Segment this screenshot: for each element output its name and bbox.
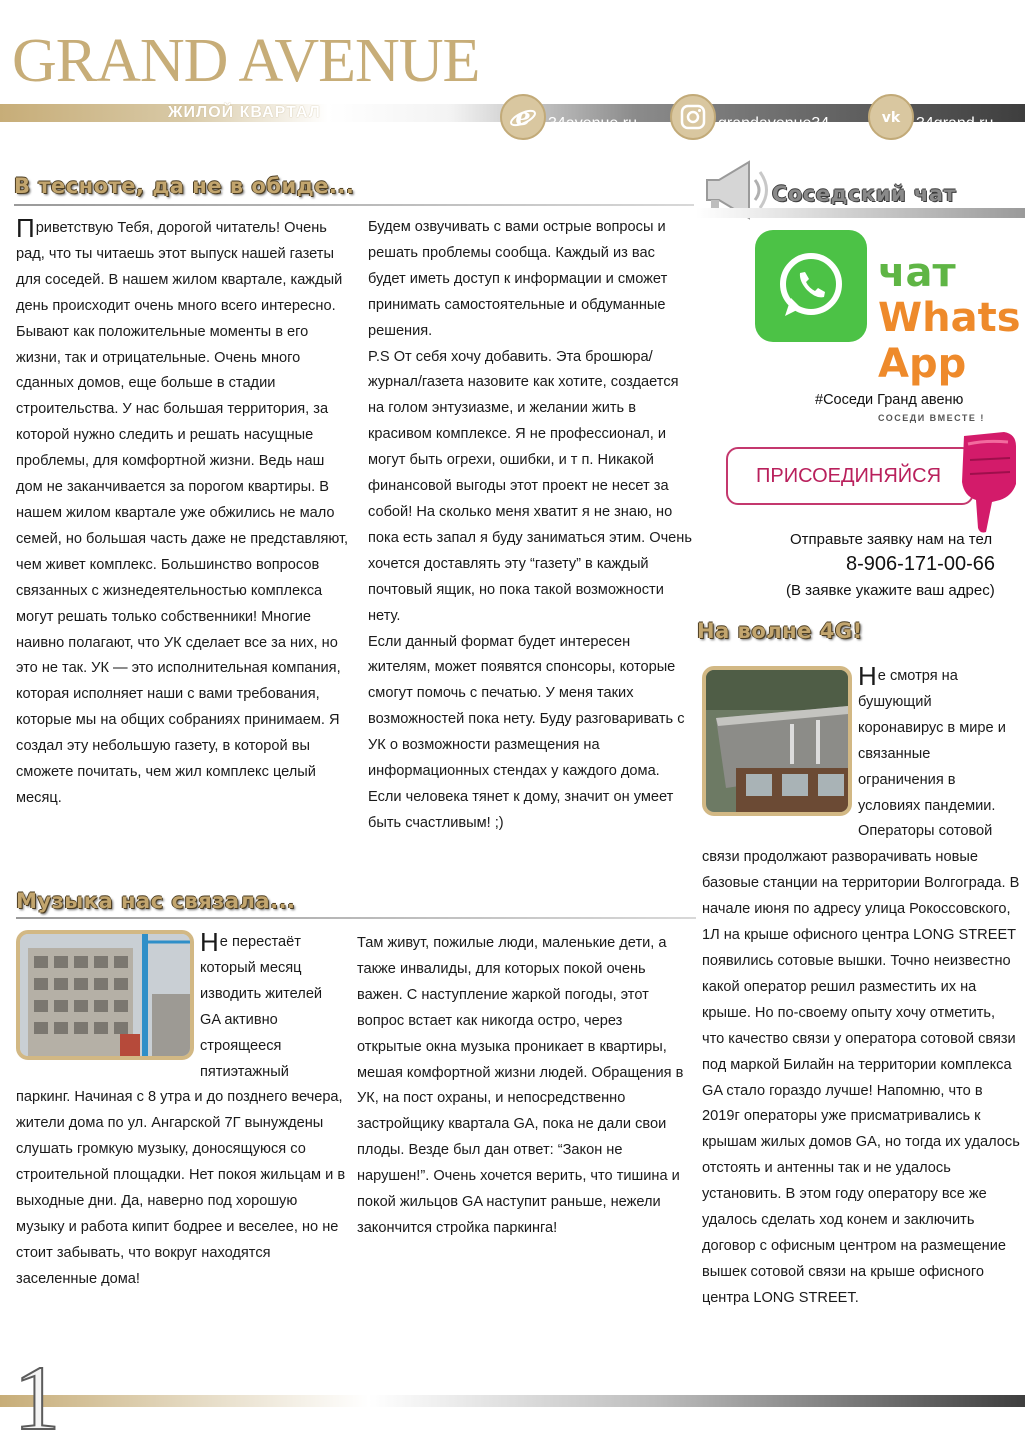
article-4g xyxy=(702,661,1020,1312)
dropcap: Н xyxy=(200,927,219,957)
article-intro-col1 xyxy=(16,213,354,812)
instagram-label: grandavenue34 xyxy=(718,115,830,132)
article-intro-col2 xyxy=(368,215,693,837)
whatsapp-icon[interactable] xyxy=(755,230,867,342)
phone-number[interactable]: 8-906-171-00-66 xyxy=(846,553,995,575)
chat-title: Соседский чат xyxy=(772,182,957,206)
section-title-4g: На волне 4G! xyxy=(697,619,863,643)
vk-icon xyxy=(868,94,914,140)
paragraph: е смотря на бушующий коронавирус в мире и связанные ограничения в условиях пандемии. Операторы сотовой связи продолжают разворачивать новые базовые станции на территории Волгограда. В начале июня по адресу улица Рокоссовского, 1Л на крыше офисного центра LONG STREET появились сотовые вышки. Точно неизвестно какой оператор решил разместить их на крыше. Но по-своему опыту хочу отметить, что качество связи у оператора сотовой связи под маркой Билайн на территории комплекса GA стало гораздо лучше! Напомню, что в 2019г операторы уже присматривались к крышам жилых домов GA, но тогда их удалось отстоять и антенны так и не удалось установить. В этом году оператору все же удалось сделать ход конем и заключить договор с офисным центром на размещение вышек сотовой связи на крыше офисного центра LONG STREET. xyxy=(702,668,1020,1306)
vk-label: 34grand.ru xyxy=(916,115,994,132)
section-title-tesnote: В тесноте, да не в обиде... xyxy=(14,174,355,198)
chat-hashtag: #Соседи Гранд авеню xyxy=(815,392,964,408)
send-request-text: Отправьте заявку нам на тел xyxy=(790,531,993,548)
page-number: 1 xyxy=(14,1347,60,1449)
section-title-muzyka: Музыка нас связала... xyxy=(16,889,296,913)
paragraph: Если человека тянет к дому, значит он умеет быть счастливым! ;) xyxy=(368,788,674,831)
chat-title-underline xyxy=(696,208,1025,218)
join-button[interactable]: ПРИСОЕДИНЯЙСЯ xyxy=(726,447,974,505)
instagram-icon xyxy=(670,94,716,140)
address-note: (В заявке укажите ваш адрес) xyxy=(786,582,995,599)
article-music-col1 xyxy=(16,927,346,1293)
paragraph: Там живут, пожилые люди, маленькие дети, а также инвалиды, для которых покой очень важен. С наступление жаркой погоды, этот вопрос встает как никогда остро, через открытые окна музыка проникает в квартиры, мешая комфортной жизни людей. Обращения в УК, на пост охраны, и непосредственно застройщику квартала GA, пока не дали свои плоды. Везде был дан ответ: “Закон не нарушен!”. Очень хочется верить, что тишина и покой жильцов GA наступит раньше, нежели закончится стройка паркинга! xyxy=(357,935,684,1236)
article-music-col2 xyxy=(357,931,687,1242)
paragraph: P.S От себя хочу добавить. Эта брошюра/журнал/газета назовите как хотите, создается на голом энтузиазме, и желании жить в красивом комплексе. Я не профессионал, и могут быть огрехи, ошибки, и т п. Никакой финансовой выгоды этот проект не несет за собой! На сколько меня хватит я не знаю, но пока есть запал я буду заниматься этим. Очень хочется доставлять эту “газету” в каждый почтовый ящик, но пока такой возможности нету. xyxy=(368,348,692,624)
chat-slogan: СОСЕДИ ВМЕСТЕ ! xyxy=(878,413,985,423)
paragraph: Если данный формат будет интересен жителям, может появятся спонсоры, которые смогут помочь с печатью. У меня таких возможностей пока нету. Буду разговаривать с УК о возможности размещения на информационных стендах у каждого дома. xyxy=(368,633,685,780)
paragraph: Будем озвучивать с вами острые вопросы и решать проблемы сообща. Каждый из вас будет иметь доступ к информации и сможет принимать самостоятельные и обдуманные решения. xyxy=(368,219,668,339)
social-link-vk[interactable] xyxy=(868,94,993,140)
pointing-hand-icon xyxy=(946,430,1020,534)
dropcap: П xyxy=(16,213,35,243)
whatsapp-word-whats: Whats xyxy=(878,295,1021,341)
office-rooftop-photo xyxy=(702,666,852,816)
construction-photo xyxy=(16,930,194,1060)
social-link-website[interactable] xyxy=(500,94,637,140)
internet-explorer-icon xyxy=(500,94,546,140)
social-link-instagram[interactable] xyxy=(670,94,829,140)
footer-band xyxy=(0,1395,1025,1407)
logo-subtitle: ЖИЛОЙ КВАРТАЛ xyxy=(168,104,321,121)
whatsapp-word-app: App xyxy=(878,341,967,387)
paragraph: риветствую Тебя, дорогой читатель! Очень рад, что ты читаешь этот выпуск нашей газеты для соседей. В нашем жилом квартале, каждый день происходит очень много всего интересно. Бывают как положительные моменты в его жизни, так и отрицательные. Очень много сданных домов, еще больше в стадии строительства. У нас большая территория, за которой нужно следить и решать насущные проблемы, для комфортной жизни. Ведь наш дом не заканчивается за порогом квартиры. В нашем жилом квартале уже обжились не мало семей, но большая часть даже не представляют, чем живет комплекс. Большинство вопросов связанных с жизнедеятельностью комплекса могут решать только собственники! Многие наивно полагают, что УК сделает все за них, но это не так. УК — это исполнительная компания, которая исполняет наши с вами требования, которые мы на общих собраниях принимаем. Я создал эту небольшую газету, в которой вы сможете почитать, чем жил комплекс целый месяц. xyxy=(16,220,349,806)
dropcap: Н xyxy=(858,661,877,691)
paragraph: е перестаёт который месяц изводить жителей GA активно строящееся пятиэтажный паркинг. Начиная с 8 утра и до позднего вечера, жители дома по ул. Ангарской 7Г вынуждены слушать громкую музыку, доносящуюся со строительной площадки. Нет покоя жильцам и в выходные дни. Да, наверно под хорошую музыку и работа кипит бодрее и веселее, но не стоит забывать, что вокруг находятся заселенные дома! xyxy=(16,934,346,1287)
website-label: 34avenue.ru xyxy=(548,115,637,132)
grand-avenue-logo: GRAND AVENUE xyxy=(12,27,480,95)
svg-text:vk: vk xyxy=(881,110,901,126)
whatsapp-word-chat: чат xyxy=(878,250,956,296)
svg-text:e: e xyxy=(515,103,531,131)
